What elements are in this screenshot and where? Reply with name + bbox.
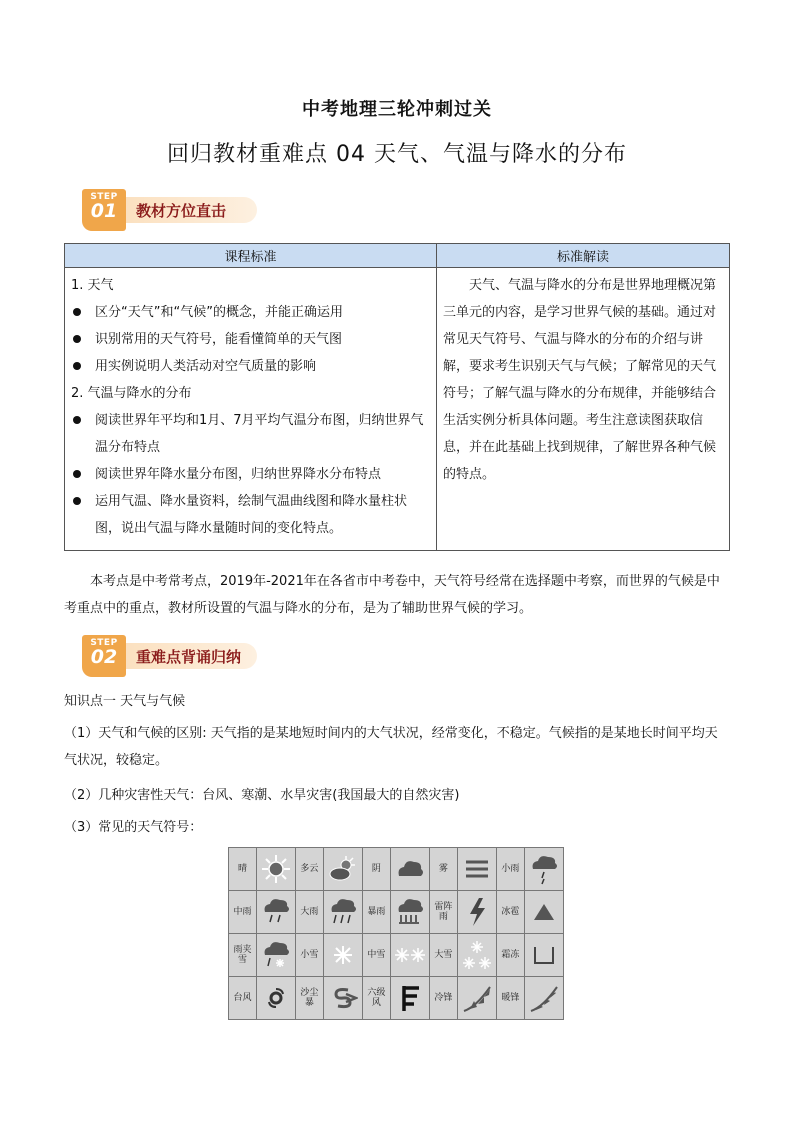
partly-cloudy-icon [323, 848, 362, 891]
interpretation-text: 天气、气温与降水的分布是世界地理概况第三单元的内容，是学习世界气候的基础。通过对常见天气符号、气温与降水的分布的介绍与讲解，要求考生识别天气与气候；了解常见的天气符号；了解气温与降水的分布规律，并能够结合生活实例分析具体问题。考生注意读图获取信息，并在此基础上找到规律，了解世界各种气候的特点。 [443, 278, 717, 482]
symbol-label: 冰雹 [496, 891, 524, 934]
list-item: 用实例说明人类活动对空气质量的影响 [71, 353, 430, 380]
step-word: STEP [90, 192, 118, 202]
heavy-snow-icon [457, 934, 496, 977]
bullet-icon [73, 308, 81, 316]
table-header: 课程标准 [65, 244, 437, 268]
section-heading: 2. 气温与降水的分布 [71, 386, 192, 401]
step-number: 02 [90, 646, 118, 668]
symbol-label: 小雨 [496, 848, 524, 891]
fog-icon [457, 848, 496, 891]
symbol-label: 霜冻 [496, 934, 524, 977]
typhoon-icon [256, 977, 295, 1020]
symbol-label: 小雪 [295, 934, 323, 977]
symbol-label: 中雨 [229, 891, 257, 934]
step-02-banner [82, 635, 257, 677]
curriculum-table [64, 243, 730, 551]
bullet-icon [73, 335, 81, 343]
step-01-banner [82, 189, 257, 231]
symbol-label: 雷阵雨 [429, 891, 457, 934]
step-label: 教材方位直击 [136, 202, 227, 220]
thunderstorm-icon [457, 891, 496, 934]
hail-icon [524, 891, 563, 934]
step-number: 01 [90, 200, 118, 222]
symbol-label: 大雨 [295, 891, 323, 934]
warm-front-icon [524, 977, 563, 1020]
overcast-icon [390, 848, 429, 891]
page-subtitle: 回归教材重难点 04 天气、气温与降水的分布 [167, 142, 627, 167]
intro-paragraph: 本考点是中考常考点，2019年-2021年在各省市中考卷中，天气符号经常在选择题中考察，而世界的气候是中考重点中的重点，教材所设置的气温与降水的分布，是为了辅助世界气候的学习。 [64, 574, 720, 616]
list-item: 阅读世界年平均和1月、7月平均气温分布图，归纳世界气温分布特点 [71, 407, 430, 461]
knowledge-paragraph: （3）常见的天气符号： [64, 820, 203, 835]
list-item: 识别常用的天气符号，能看懂简单的天气图 [71, 326, 430, 353]
bullet-icon [73, 470, 81, 478]
symbol-label: 暴雨 [362, 891, 390, 934]
knowledge-paragraph: （2）几种灾害性天气：台风、寒潮、水旱灾害(我国最大的自然灾害) [64, 788, 460, 803]
symbol-label: 暖锋 [496, 977, 524, 1020]
interpretation-cell [437, 268, 730, 551]
symbol-label: 多云 [295, 848, 323, 891]
page-title: 中考地理三轮冲刺过关 [302, 99, 492, 120]
symbol-label: 晴 [229, 848, 257, 891]
cold-front-icon [457, 977, 496, 1020]
symbol-label: 中雪 [362, 934, 390, 977]
symbol-label: 雾 [429, 848, 457, 891]
sunny-icon [256, 848, 295, 891]
sandstorm-icon [323, 977, 362, 1020]
heavy-rain-icon [323, 891, 362, 934]
step-word: STEP [90, 638, 118, 648]
symbol-label: 冷锋 [429, 977, 457, 1020]
bullet-icon [73, 362, 81, 370]
section-heading: 1. 天气 [71, 278, 114, 293]
symbol-label: 沙尘暴 [295, 977, 323, 1020]
bullet-icon [73, 497, 81, 505]
weather-symbol-chart [228, 847, 564, 1020]
list-item: 阅读世界年降水量分布图，归纳世界降水分布特点 [71, 461, 430, 488]
light-snow-icon [323, 934, 362, 977]
knowledge-heading: 知识点一 天气与气候 [64, 694, 186, 709]
light-rain-icon [524, 848, 563, 891]
standards-cell [65, 268, 437, 551]
frost-icon [524, 934, 563, 977]
sleet-icon [256, 934, 295, 977]
knowledge-paragraph: （1）天气和气候的区别: 天气指的是某地短时间内的大气状况，经常变化，不稳定。气候指的是某地长时间平均天气状况，较稳定。 [64, 726, 718, 768]
list-item: 区分“天气”和“气候”的概念，并能正确运用 [71, 299, 430, 326]
moderate-rain-icon [256, 891, 295, 934]
table-header: 标准解读 [437, 244, 730, 268]
symbol-label: 台风 [229, 977, 257, 1020]
symbol-label: 阴 [362, 848, 390, 891]
symbol-label: 六级风 [362, 977, 390, 1020]
step-label: 重难点背诵归纳 [136, 648, 242, 666]
rainstorm-icon [390, 891, 429, 934]
wind-force-6-icon [390, 977, 429, 1020]
bullet-icon [73, 416, 81, 424]
symbol-label: 雨夹雪 [229, 934, 257, 977]
symbol-label: 大雪 [429, 934, 457, 977]
list-item: 运用气温、降水量资料，绘制气温曲线图和降水量柱状图，说出气温与降水量随时间的变化特点。 [71, 488, 430, 542]
moderate-snow-icon [390, 934, 429, 977]
